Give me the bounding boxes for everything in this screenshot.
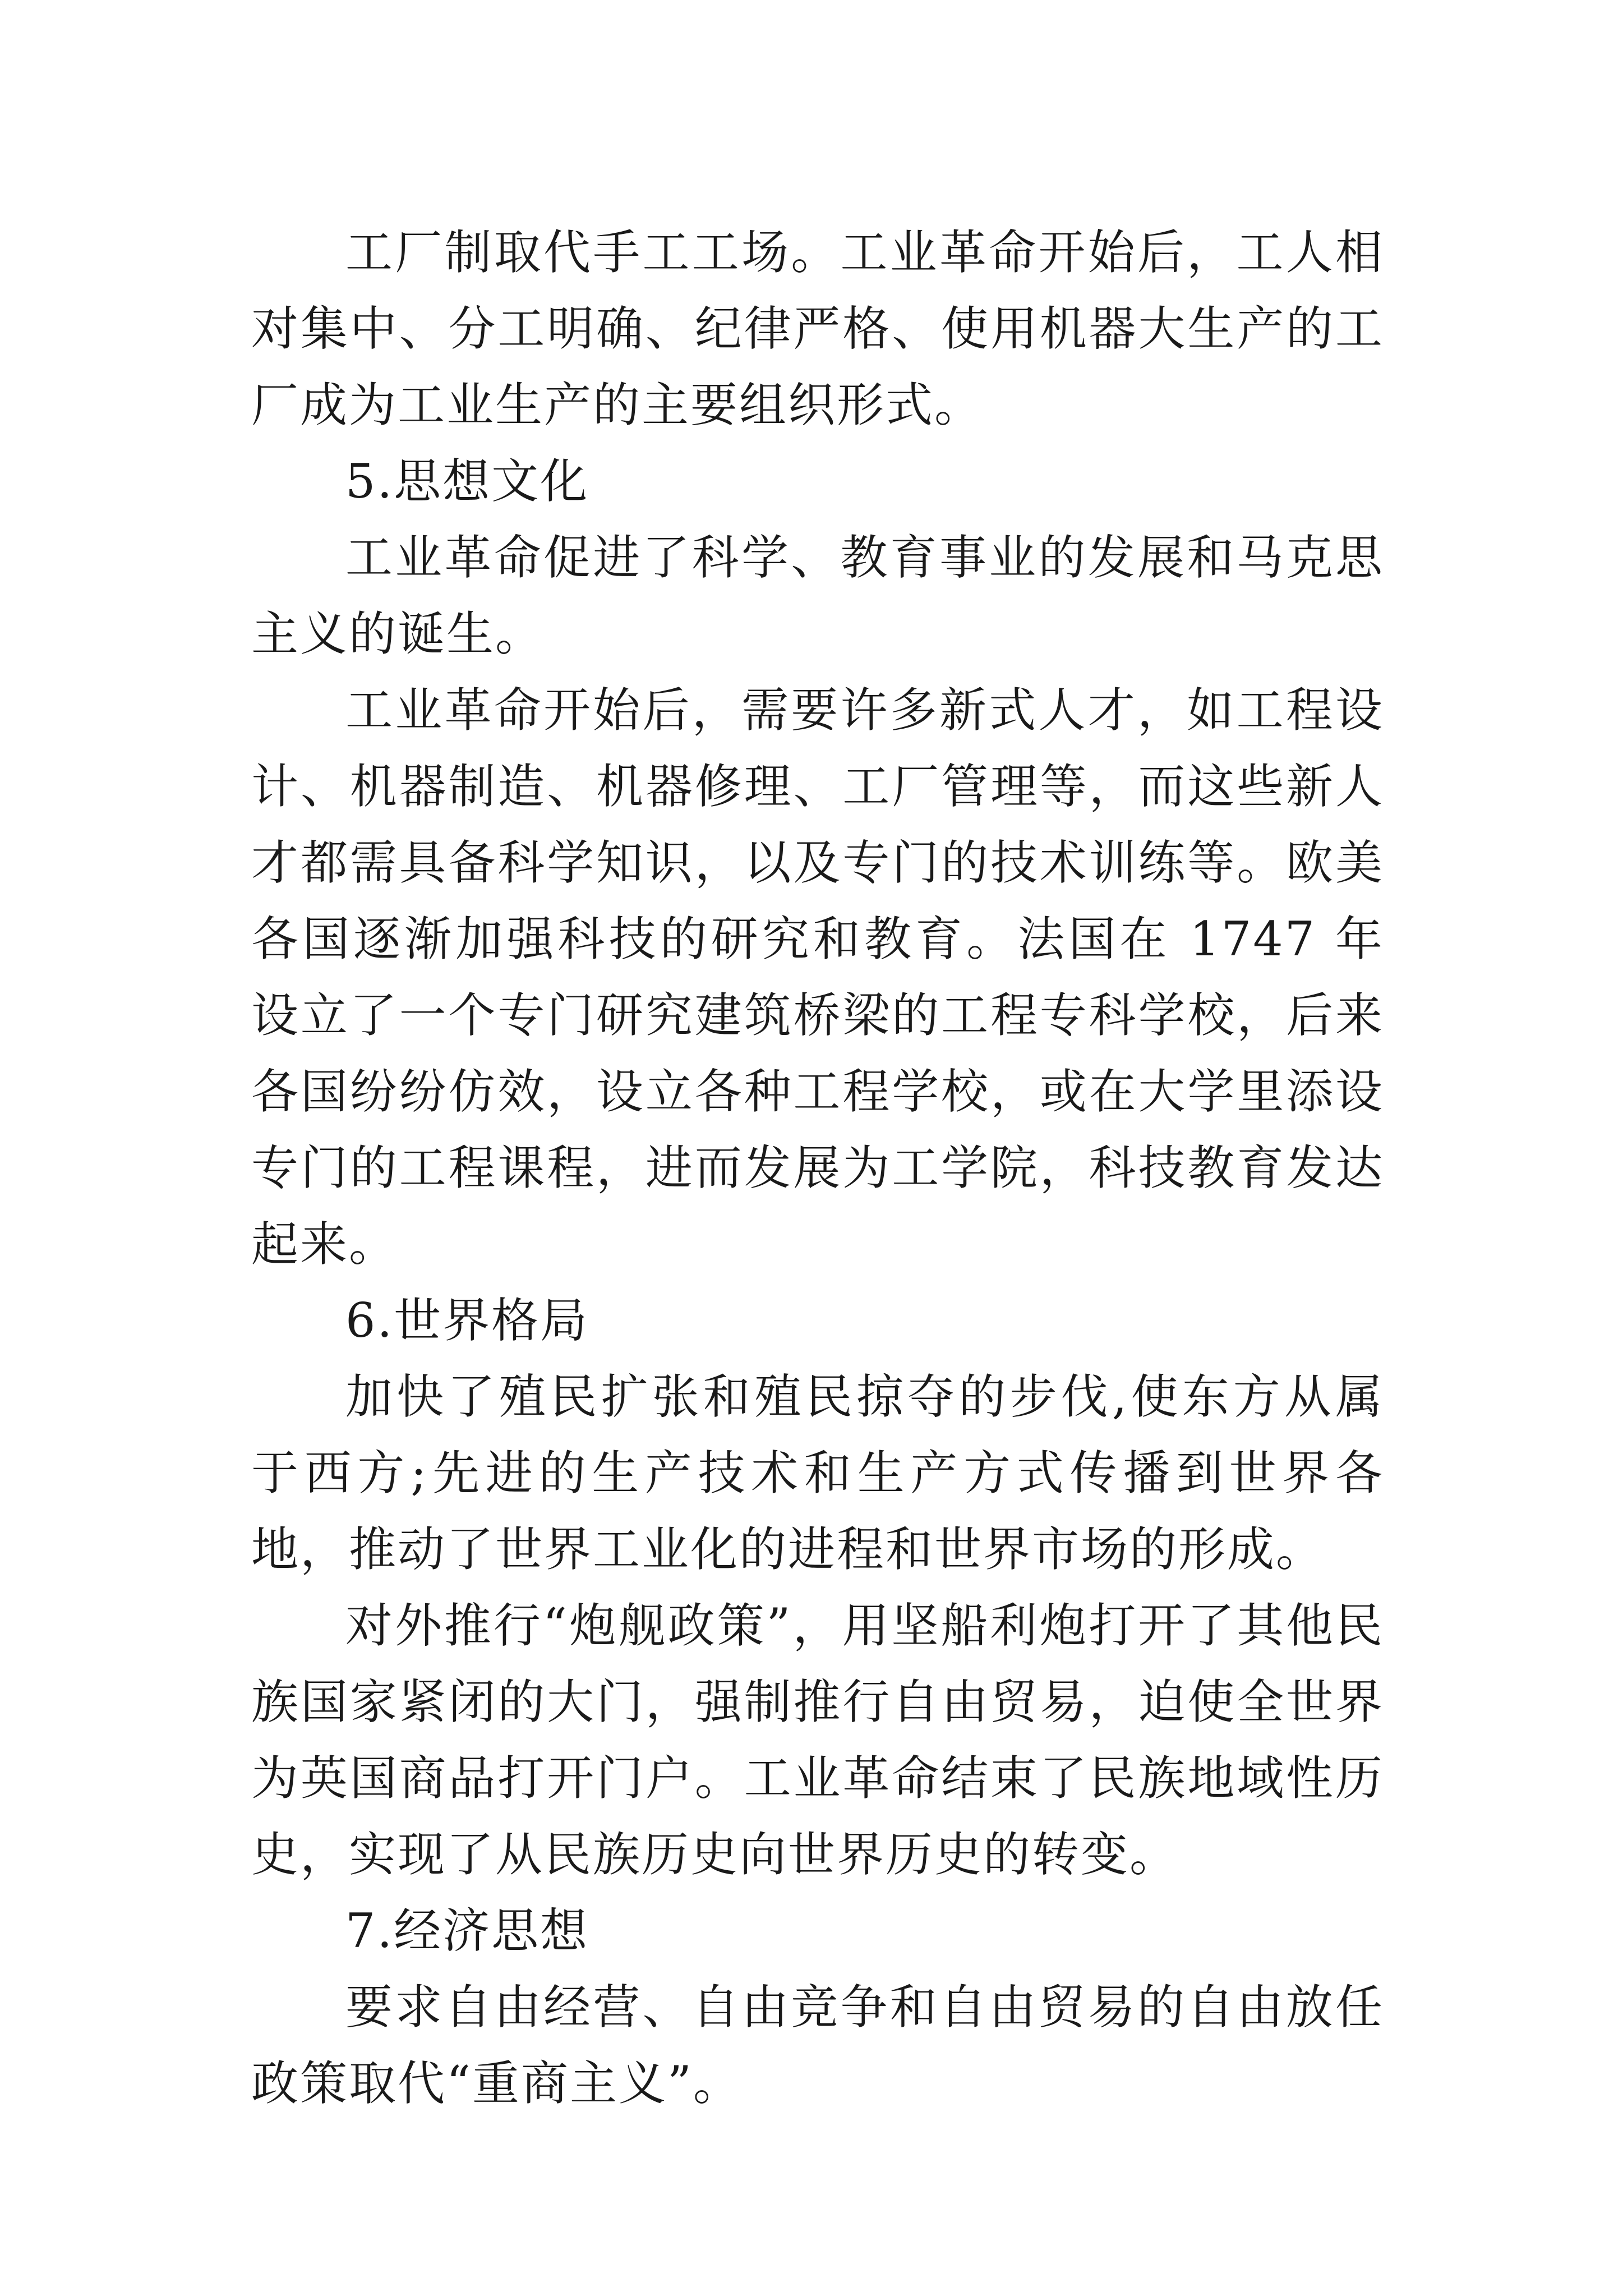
- paragraph-gunboat-policy: 对外推行“炮舰政策”，用坚船利炮打开了其他民族国家紧闭的大门，强制推行自由贸易，迫使全世界为英国商品打开门户。工业革命结束了民族地域性历史，实现了从民族历史向世界历史的转变。: [251, 1598, 1384, 1882]
- paragraph-colonial-expansion: 加快了殖民扩张和殖民掠夺的步伐,使东方从属于西方;先进的生产技术和生产方式传播到世界各地，推动了世界工业化的进程和世界市场的形成。: [251, 1369, 1384, 1577]
- section-heading-economic-thought: 7.经济思想: [345, 1903, 589, 1958]
- document-body: [251, 214, 1384, 2122]
- section-heading-world-pattern: 6.世界格局: [345, 1293, 589, 1348]
- paragraph-new-talents: 工业革命开始后，需要许多新式人才，如工程设计、机器制造、机器修理、工厂管理等，而这些新人才都需具备科学知识，以及专门的技术训练等。欧美各国逐渐加强科技的研究和教育。法国在 1747 年设立了一个专门研究建筑桥梁的工程专科学校，后来各国纷纷仿效，设立各种工程学校，或在大学里添设专门的工程课程，进而发展为工学院，科技教育发达起来。: [251, 683, 1384, 1272]
- paragraph-factory-system: 工厂制取代手工工场。工业革命开始后，工人相对集中、分工明确、纪律严格、使用机器大生产的工厂成为工业生产的主要组织形式。: [251, 225, 1384, 432]
- section-heading-ideology-culture: 5.思想文化: [345, 454, 589, 509]
- paragraph-laissez-faire: 要求自由经营、自由竞争和自由贸易的自由放任政策取代“重商主义”。: [251, 1980, 1384, 2111]
- paragraph-science-education: 工业革命促进了科学、教育事业的发展和马克思主义的诞生。: [251, 530, 1384, 661]
